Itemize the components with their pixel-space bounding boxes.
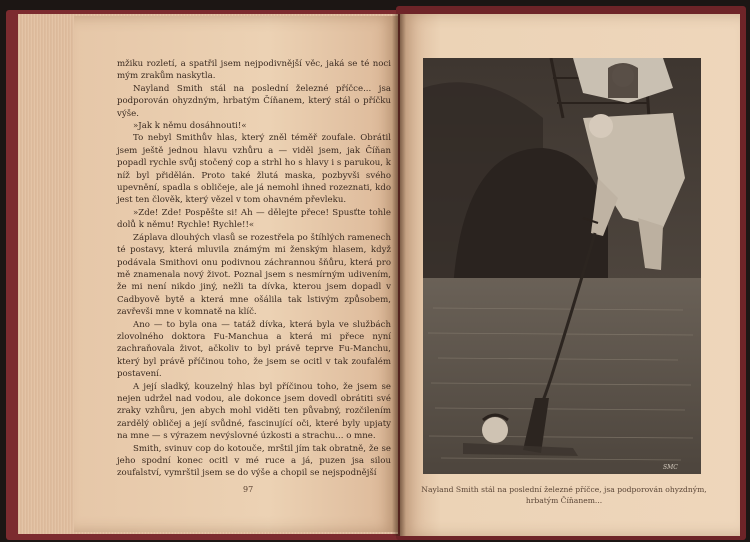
paragraph: mžiku rozletí, a spatřil jsem nejpodivnější věc, jaká se té noci mým zrakům naskytla. <box>117 59 391 82</box>
paragraph: Nayland Smith stál na poslední železné příčce... jsa podporován ohyzdným, hrbatým Číňanem, který stál o příčku výše. <box>117 83 391 119</box>
rescue-illustration <box>423 58 701 474</box>
book-spine <box>392 14 406 536</box>
paragraph: A její sladký, kouzelný hlas byl příčinou toho, že jsem se nejen udržel nad vodou, ale dokonce jsem dovedl obrátiti své zraky vzhůru, jen abych mohl viděti ten půvabný, rozčilením zardělý obličej a její svůdné, fascinující oči, které byly upjaty na mne — s výrazem nevýslovné úzkosti a strachu... o mne. <box>117 381 391 442</box>
paragraph: Ano — to byla ona — tatáž dívka, která byla ve službách zlovolného doktora Fu-Manchua a která mi přece nyní zachraňovala život, ačkoliv to byl právě teprve Fu-Manchu, který byl právě příčinou toho, že jsem se ocitl v tak zoufalém postavení. <box>117 319 391 380</box>
paragraph: Smith, svinuv cop do kotouče, mrštil jím tak obratně, že se jeho spodní konec ocitl v mé ruce a já, puzen jsa silou zoufalství, vymrštil jsem se do výše a chopil se nejspodnější <box>117 443 391 479</box>
illustration-caption <box>418 485 710 506</box>
page-number: 97 <box>243 485 254 494</box>
paragraph: Záplava dlouhých vlasů se rozestřela po štíhlých ramenech té postavy, která mluvila známým mi ženským hlasem, když podávala Smithovi onu podivnou záchrannou šňůru, která pro mě znamenala nový život. Poznal jsem s nesmírným udivením, že mi není nikdo jiný, nežli ta dívka, kterou jsem dopadl v Cadbyově bytě a která mne ošálila tak lstivým způsobem, zavřevši mne v komnatě na klíč. <box>117 232 391 318</box>
caption-line-2: hrbatým Číňanem... <box>525 495 603 505</box>
caption-line-1: Nayland Smith stál na poslední železné příčce, jsa podporován ohyzdným, <box>421 485 707 494</box>
illustration <box>423 58 701 474</box>
left-page-text <box>117 58 391 480</box>
artist-signature: SMC <box>663 464 678 471</box>
paragraph: To nebyl Smithův hlas, který zněl téměř zoufale. Obrátil jsem ještě jednou hlavu vzhůru a — viděl jsem, jak Číňan popadl rychle svůj stočený cop a strhl ho s hlavy i s parukou, k níž byl přidělán. Proto také žlutá maska, pozbyvši svého upevnění, spadla s obličeje, ale já nemohl ihned rozeznati, kdo jest ten člověk, který vězel v tom ohavném převleku. <box>117 133 391 206</box>
paragraph: »Zde! Zde! Pospěšte si! Ah — dělejte přece! Spusťte tohle dolů k němu! Rychle! Rychle!!« <box>117 207 391 231</box>
paragraph: »Jak k němu dosáhnouti!« <box>133 121 247 132</box>
